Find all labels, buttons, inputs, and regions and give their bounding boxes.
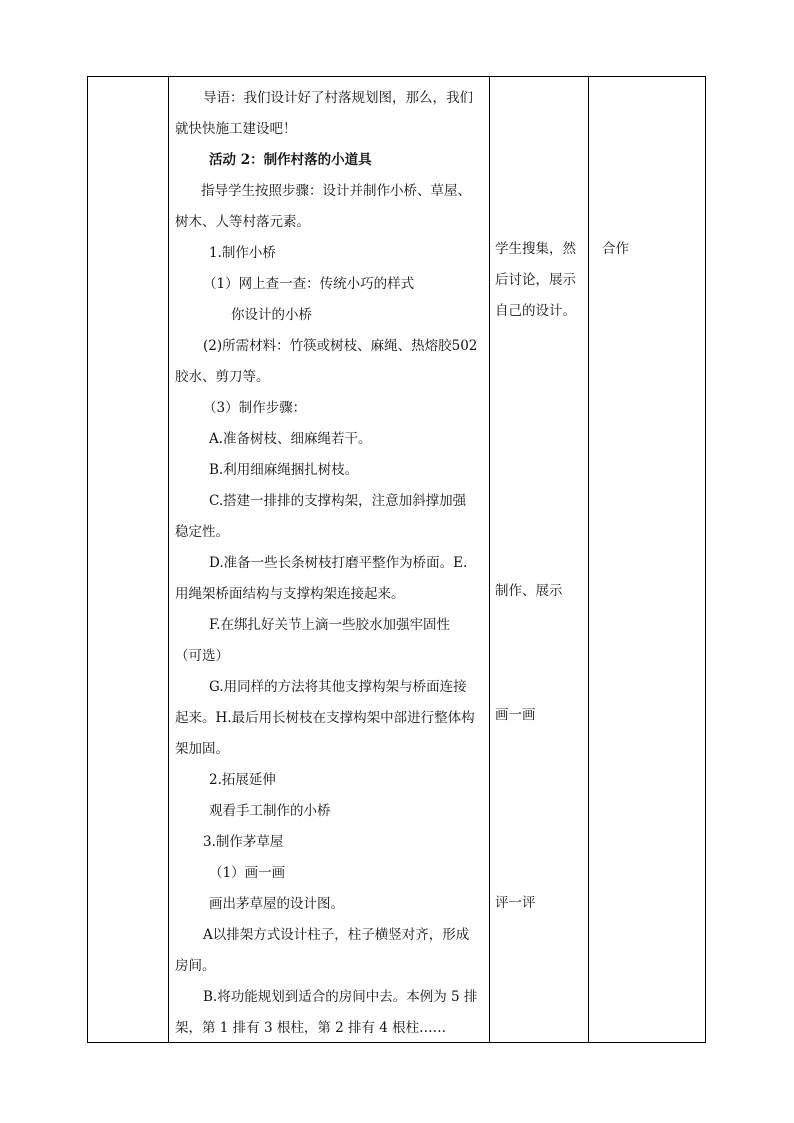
text-line: （3）制作步骤：	[203, 400, 307, 416]
text-line: 树木、人等村落元素。	[175, 214, 310, 230]
text-line: F.在绑扎好关节上滴一些胶水加强牢固性	[209, 617, 451, 633]
student-activity-text: 画一画	[495, 707, 536, 723]
text-line: 稳定性。	[175, 524, 229, 540]
text-line: (2)所需材料：竹筷或树枝、麻绳、热熔胶502	[203, 338, 478, 354]
section-heading: 2.拓展延伸	[209, 772, 276, 788]
text-line: 就快快施工建设吧！	[175, 121, 297, 137]
text-line: B.利用细麻绳捆扎树枝。	[209, 462, 359, 478]
text-line: B.将功能规划到适合的房间中去。本例为 5 排	[203, 989, 478, 1005]
text-line: 胶水、剪刀等。	[175, 369, 270, 385]
student-activity-cell	[489, 77, 588, 1042]
student-activity-text: 后讨论，展示	[495, 272, 576, 288]
text-line: A以排架方式设计柱子，柱子横竖对齐，形成	[203, 927, 470, 943]
student-activity-text: 制作、展示	[495, 583, 563, 599]
text-line: A.准备树枝、细麻绳若干。	[209, 431, 372, 447]
text-line: （可选）	[175, 648, 229, 664]
design-intent-text: 合作	[602, 241, 629, 257]
stage-cell	[88, 77, 168, 1042]
text-line: 用绳架桥面结构与支撑构架连接起来。	[175, 586, 405, 602]
text-line: 架，第 1 排有 3 根柱，第 2 排有 4 根柱……	[175, 1020, 447, 1036]
section-heading: 3.制作茅草屋	[203, 834, 284, 850]
section-heading: 1.制作小桥	[209, 245, 276, 261]
lesson-plan-table	[87, 76, 706, 1043]
text-line: 指导学生按照步骤：设计并制作小桥、草屋、	[201, 183, 471, 199]
text-line: 导语：我们设计好了村落规划图，那么，我们	[203, 90, 473, 106]
text-line: （1）网上查一查：传统小巧的样式	[203, 276, 415, 292]
text-line: D.准备一些长条树枝打磨平整作为桥面。E.	[209, 555, 468, 571]
text-line: 观看手工制作的小桥	[209, 803, 331, 819]
student-activity-text: 评一评	[495, 895, 536, 911]
activity-heading: 活动 2：制作村落的小道具	[209, 152, 372, 168]
student-activity-text: 自己的设计。	[495, 303, 576, 319]
text-line: 房间。	[175, 958, 216, 974]
design-intent-cell	[588, 77, 705, 1042]
text-line: 画出茅草屋的设计图。	[209, 896, 344, 912]
teacher-activity-cell	[168, 77, 489, 1042]
student-activity-text: 学生搜集，然	[495, 241, 576, 257]
text-line: 你设计的小桥	[231, 307, 312, 323]
text-line: G.用同样的方法将其他支撑构架与桥面连接	[209, 679, 467, 695]
text-line: （1）画一画	[209, 865, 286, 881]
text-line: 起来。H.最后用长树枝在支撑构架中部进行整体构	[175, 710, 475, 726]
text-line: C.搭建一排排的支撑构架，注意加斜撑加强	[209, 493, 467, 509]
text-line: 架加固。	[175, 741, 229, 757]
